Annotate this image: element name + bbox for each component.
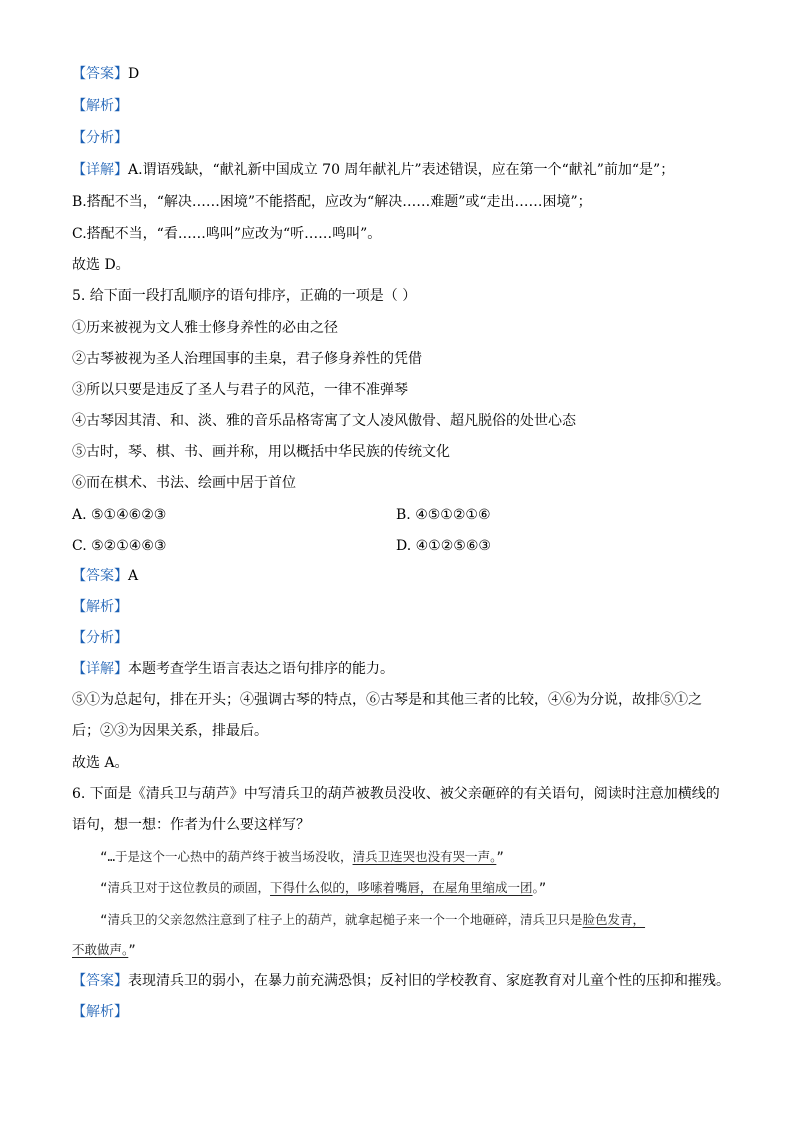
answer-value: A <box>128 568 139 584</box>
detail-text: A.谓语残缺，“献礼新中国成立 70 周年献礼片”表述错误，应在第一个“献礼”前加“是”； <box>128 162 675 178</box>
quote-end: ” <box>496 849 504 864</box>
q5-analysis-tag <box>72 597 128 617</box>
q6-answer-line <box>72 971 730 991</box>
q6-quote-1 <box>100 847 504 867</box>
answer-value: D <box>128 66 140 82</box>
underlined-quote: 清兵卫连哭也没有哭一声。 <box>352 849 497 864</box>
q4-line-c: C.搭配不当，“看……鸣叫”应改为“听……鸣叫”。 <box>72 226 382 242</box>
q6-quote-3-cont <box>72 940 136 960</box>
q6-analysis-tag <box>72 1002 128 1022</box>
q6-quote-2 <box>100 878 546 898</box>
q4-answer-line <box>72 64 139 84</box>
detail-text: 本题考查学生语言表达之语句排序的能力。 <box>128 661 394 677</box>
q5-fenxi-tag <box>72 628 128 648</box>
q5-option-c: C. ⑤②①④⑥③ <box>72 538 167 554</box>
q5-item-1: ①历来被视为文人雅士修身养性的必由之径 <box>72 320 338 336</box>
detail-tag: 【详解】 <box>72 661 128 677</box>
quote-text: “清兵卫对于这位教员的顽固， <box>100 880 271 895</box>
underlined-quote: 脸色发青， <box>582 912 646 927</box>
q5-explain-1: ⑤①为总起句，排在开头；④强调古琴的特点，⑥古琴是和其他三者的比较，④⑥为分说，故排⑤①之 <box>72 692 702 708</box>
answer-tag: 【答案】 <box>72 568 128 584</box>
answer-text: 表现清兵卫的弱小，在暴力前充满恐惧；反衬旧的学校教育、家庭教育对儿童个性的压抑和摧残。 <box>128 973 730 989</box>
q5-answer-line <box>72 566 138 586</box>
q4-conclusion: 故选 D。 <box>72 257 130 273</box>
detail-tag: 【详解】 <box>72 162 128 178</box>
quote-end: 。” <box>532 880 547 895</box>
q5-item-3: ③所以只要是违反了圣人与君子的风范，一律不准弹琴 <box>72 382 408 398</box>
q6-stem-1: 6. 下面是《清兵卫与葫芦》中写清兵卫的葫芦被教员没收、被父亲砸碎的有关语句，阅读时注意加横线的 <box>72 786 720 802</box>
q5-explain-2: 后；②③为因果关系，排最后。 <box>72 723 268 739</box>
analysis-tag: 【解析】 <box>72 599 128 615</box>
q6-stem-2: 语句，想一想：作者为什么要这样写？ <box>72 817 310 833</box>
answer-tag: 【答案】 <box>72 66 128 82</box>
q6-quote-3 <box>100 910 645 930</box>
answer-tag: 【答案】 <box>72 973 128 989</box>
q5-item-4: ④古琴因其清、和、淡、雅的音乐品格寄寓了文人凌风傲骨、超凡脱俗的处世心态 <box>72 413 576 429</box>
q5-option-b: B. ④⑤①②①⑥ <box>396 507 491 523</box>
q4-analysis-tag <box>72 96 128 116</box>
q5-detail-line <box>72 659 394 679</box>
q4-line-b: B.搭配不当，“解决……困境”不能搭配，应改为“解决……难题”或“走出……困境”； <box>72 194 592 210</box>
analysis-tag: 【解析】 <box>72 1004 128 1020</box>
q5-item-5: ⑤古时，琴、棋、书、画并称，用以概括中华民族的传统文化 <box>72 444 450 460</box>
q5-option-a: A. ⑤①④⑥②③ <box>72 507 167 523</box>
quote-end: ” <box>128 942 136 957</box>
fenxi-tag: 【分析】 <box>72 130 128 146</box>
q4-fenxi-tag <box>72 128 128 148</box>
analysis-tag: 【解析】 <box>72 98 128 114</box>
q5-option-d: D. ④①②⑤⑥③ <box>396 538 491 554</box>
q5-stem: 5. 给下面一段打乱顺序的语句排序，正确的一项是（ ） <box>72 288 417 304</box>
quote-text: “…于是这个一心热中的葫芦终于被当场没收， <box>100 849 353 864</box>
underlined-quote: 不敢做声。 <box>72 942 129 957</box>
fenxi-tag: 【分析】 <box>72 630 128 646</box>
q5-item-6: ⑥而在棋术、书法、绘画中居于首位 <box>72 475 296 491</box>
q4-detail-line <box>72 160 674 180</box>
q5-conclusion: 故选 A。 <box>72 755 129 771</box>
q5-item-2: ②古琴被视为圣人治理国事的圭臬，君子修身养性的凭借 <box>72 351 422 367</box>
quote-text: “清兵卫的父亲忽然注意到了柱子上的葫芦，就拿起槌子来一个一个地砸碎，清兵卫只是 <box>100 912 583 927</box>
underlined-quote: 下得什么似的，哆嗦着嘴唇，在屋角里缩成一团 <box>270 880 533 895</box>
